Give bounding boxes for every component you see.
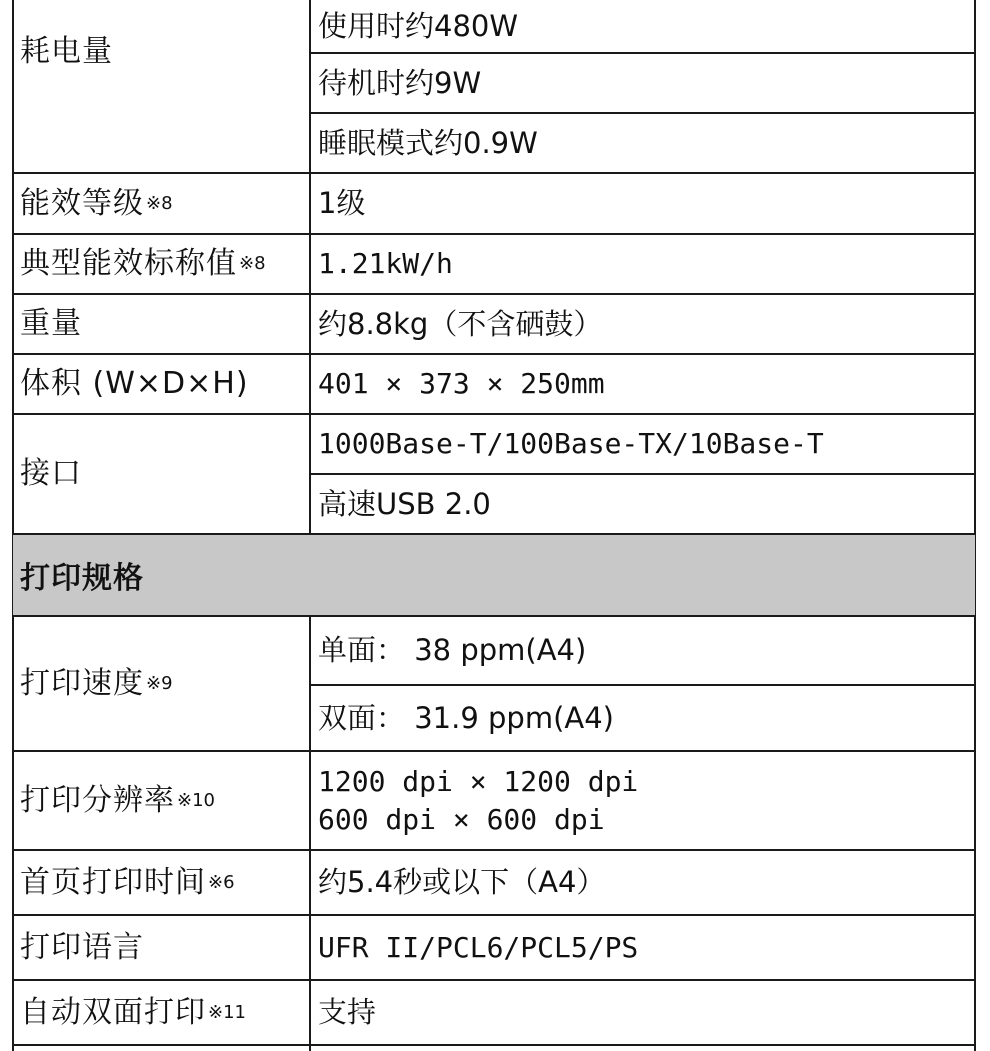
column-divider [309, 0, 311, 535]
power-value-standby: 待机时约9W [318, 65, 482, 100]
tec-label: 典型能效标称值 ※8 [20, 246, 266, 281]
duplex-value: 支持 [318, 995, 377, 1029]
row-divider [12, 1044, 975, 1046]
interface-label: 接口 [20, 456, 82, 491]
first-print-value: 约5.4秒或以下（A4） [318, 865, 606, 899]
resolution-line: 600 dpi × 600 dpi [318, 802, 605, 836]
interface-value-usb: 高速USB 2.0 [318, 486, 491, 521]
column-divider [309, 615, 311, 1051]
print-speed-simplex: 单面： 38 ppm(A4) [318, 633, 587, 667]
power-label: 耗电量 [20, 34, 113, 69]
weight-label: 重量 [20, 306, 82, 341]
energy-class-value: 1级 [318, 186, 366, 220]
footnote-marker: ※11 [208, 1001, 246, 1023]
dimensions-value: 401 × 373 × 250mm [318, 367, 605, 400]
print-speed-label: 打印速度 ※9 [20, 665, 173, 701]
section-title: 打印规格 [20, 561, 144, 596]
energy-class-label: 能效等级 ※8 [20, 185, 173, 221]
table-left-border [12, 0, 14, 1051]
duplex-label: 自动双面打印 ※11 [20, 994, 246, 1030]
power-value-use: 使用时约480W [318, 8, 519, 43]
weight-value: 约8.8kg（不含硒鼓） [318, 306, 603, 341]
footnote-marker: ※8 [239, 253, 266, 274]
print-language-label: 打印语言 [20, 929, 144, 965]
resolution-line: 1200 dpi × 1200 dpi [318, 764, 639, 798]
first-print-label: 首页打印时间 ※6 [20, 864, 235, 900]
tec-value: 1.21kW/h [318, 247, 453, 280]
print-resolution-values [318, 752, 638, 849]
print-resolution-label: 打印分辨率 ※10 [20, 782, 215, 818]
power-value-sleep: 睡眠模式约0.9W [318, 125, 538, 160]
print-speed-duplex: 双面： 31.9 ppm(A4) [318, 700, 614, 735]
footnote-marker: ※8 [146, 192, 173, 214]
table-right-border [974, 0, 976, 1051]
interface-value-network: 1000Base-T/100Base-TX/10Base-T [318, 427, 824, 460]
footnote-marker: ※6 [208, 871, 235, 893]
footnote-marker: ※10 [177, 789, 215, 811]
section-header-band [13, 535, 975, 615]
footnote-marker: ※9 [146, 672, 173, 694]
print-language-value: UFR II/PCL6/PCL5/PS [318, 930, 639, 964]
dimensions-label: 体积 (W×D×H) [20, 366, 249, 401]
